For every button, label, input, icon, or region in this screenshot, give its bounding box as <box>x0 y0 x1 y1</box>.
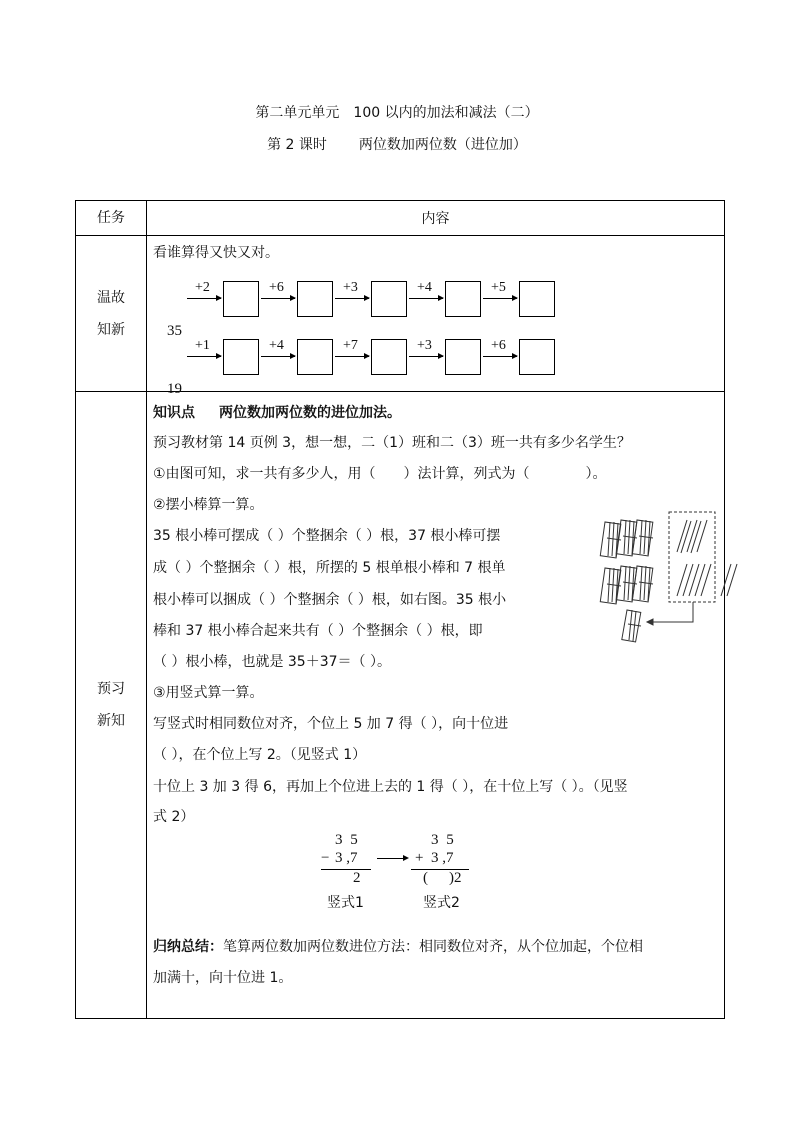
review-label-line1: 温故 <box>97 289 125 306</box>
vc1-rule <box>321 869 371 870</box>
summary-line1 <box>153 936 643 956</box>
sticks-text-4: 棒和 37 根小棒合起来共有（ ）个整捆余（ ）根，即 <box>153 623 483 639</box>
vc2-caption: 竖式2 <box>423 895 460 911</box>
step-label: +4 <box>417 280 432 295</box>
kp-text: 两位数加两位数的进位加法。 <box>219 405 401 421</box>
vc1-top: 3 5 <box>335 832 360 848</box>
vc1-bottom: 3 ,7 <box>335 850 358 866</box>
preview-content <box>147 392 725 1019</box>
answer-box[interactable] <box>223 281 259 317</box>
table-header-row <box>76 201 725 236</box>
vertical-text-3: 十位上 3 加 3 得 6，再加上个位进上去的 1 得（ ），在十位上写（ ）。（见竖 <box>153 779 628 795</box>
lesson-topic: 两位数加两位数（进位加） <box>358 137 527 153</box>
arrow-head-icon <box>647 619 653 625</box>
review-label-line2: 知新 <box>97 321 125 338</box>
answer-box[interactable] <box>519 281 555 317</box>
unit-title: 第二单元单元 100 以内的加法和减法（二） <box>255 105 539 121</box>
vc2-top: 3 5 <box>431 832 456 848</box>
step-label: +5 <box>491 280 506 295</box>
preview-line2: ①由图可知，求一共有多少人，用（ ）法计算，列式为（ ）。 <box>153 466 607 482</box>
summary-line2: 加满十，向十位进 1。 <box>153 970 293 986</box>
vc1-caption: 竖式1 <box>327 895 364 911</box>
summary-label: 归纳总结： <box>153 939 223 955</box>
dashed-box <box>669 512 715 602</box>
answer-box[interactable] <box>371 339 407 375</box>
step-label: +1 <box>195 338 210 353</box>
answer-box[interactable] <box>445 281 481 317</box>
arrow-right-icon <box>335 356 369 357</box>
sticks-text-2: 成（ ）个整捆余（ ）根，所摆的 5 根单根小棒和 7 根单 <box>153 560 506 576</box>
vc2-result-open: ( <box>423 870 428 886</box>
step-label: +4 <box>269 338 284 353</box>
step-label: +6 <box>491 338 506 353</box>
vc2-result-close: )2 <box>449 870 462 886</box>
connector-line <box>649 602 693 622</box>
sticks-text-1: 35 根小棒可摆成（ ）个整捆余（ ）根，37 根小棒可摆 <box>153 528 501 544</box>
kp-label: 知识点 <box>153 405 195 421</box>
new-bundle-icon <box>622 610 641 642</box>
preview-label-line2: 新知 <box>97 713 125 729</box>
answer-box[interactable] <box>519 339 555 375</box>
answer-box[interactable] <box>371 281 407 317</box>
header-content: 内容 <box>147 201 725 236</box>
lesson-number: 第 2 课时 <box>267 137 327 153</box>
step-label: +3 <box>343 280 358 295</box>
answer-box[interactable] <box>297 339 333 375</box>
arrow-right-icon <box>261 356 295 357</box>
step-label: +2 <box>195 280 210 295</box>
vc1-op: − <box>321 850 330 866</box>
arrow-right-icon <box>409 356 443 357</box>
vc1-result: 2 <box>353 870 361 886</box>
header-task: 任务 <box>76 201 147 236</box>
step-label: +7 <box>343 338 358 353</box>
arrow-right-icon <box>187 356 221 357</box>
step-label: +6 <box>269 280 284 295</box>
arrow-right-icon <box>483 356 517 357</box>
vertical-text-4: 式 2） <box>153 809 195 825</box>
vertical-text-2: （ ），在个位上写 2。（见竖式 1） <box>153 747 367 763</box>
arrow-right-icon <box>261 298 295 299</box>
review-label <box>76 236 147 392</box>
sticks-text-3: 根小棒可以捆成（ ）个整捆余（ ）根，如右图。35 根小 <box>153 592 507 608</box>
lesson-title <box>0 134 794 154</box>
vc2-bottom: 3 ,7 <box>431 850 454 866</box>
preview-line4: ③用竖式算一算。 <box>153 685 264 701</box>
sticks-illustration <box>597 510 794 650</box>
worksheet-table <box>75 200 725 1019</box>
arrow-right-icon <box>483 298 517 299</box>
review-instruction: 看谁算得又快又对。 <box>153 245 279 261</box>
arrow-right-icon <box>187 298 221 299</box>
step-label: +3 <box>417 338 432 353</box>
chain2-start: 19 <box>167 381 182 397</box>
preview-label <box>76 392 147 1019</box>
preview-line3: ②摆小棒算一算。 <box>153 497 264 513</box>
answer-box[interactable] <box>445 339 481 375</box>
single-sticks-icon <box>677 520 737 596</box>
vc2-op: + <box>415 850 424 866</box>
review-content <box>147 236 725 397</box>
arrow-right-icon <box>377 858 405 859</box>
chain1-start: 35 <box>167 323 182 339</box>
preview-label-line1: 预习 <box>97 681 125 697</box>
preview-line1: 预习教材第 14 页例 3，想一想，二（1）班和二（3）班一共有多少名学生？ <box>153 435 631 451</box>
table-row-preview <box>76 392 725 1019</box>
vertical-text-1: 写竖式时相同数位对齐，个位上 5 加 7 得（ ），向十位进 <box>153 716 509 732</box>
arrow-right-icon <box>409 298 443 299</box>
answer-box[interactable] <box>297 281 333 317</box>
knowledge-point <box>153 402 401 422</box>
arrow-right-icon <box>335 298 369 299</box>
answer-box[interactable] <box>223 339 259 375</box>
table-row-review <box>76 236 725 392</box>
summary-text1: 笔算两位数加两位数进位方法：相同数位对齐，从个位加起，个位相 <box>223 939 643 955</box>
sticks-text-5: （ ）根小棒，也就是 35＋37＝（ ）。 <box>153 654 391 670</box>
